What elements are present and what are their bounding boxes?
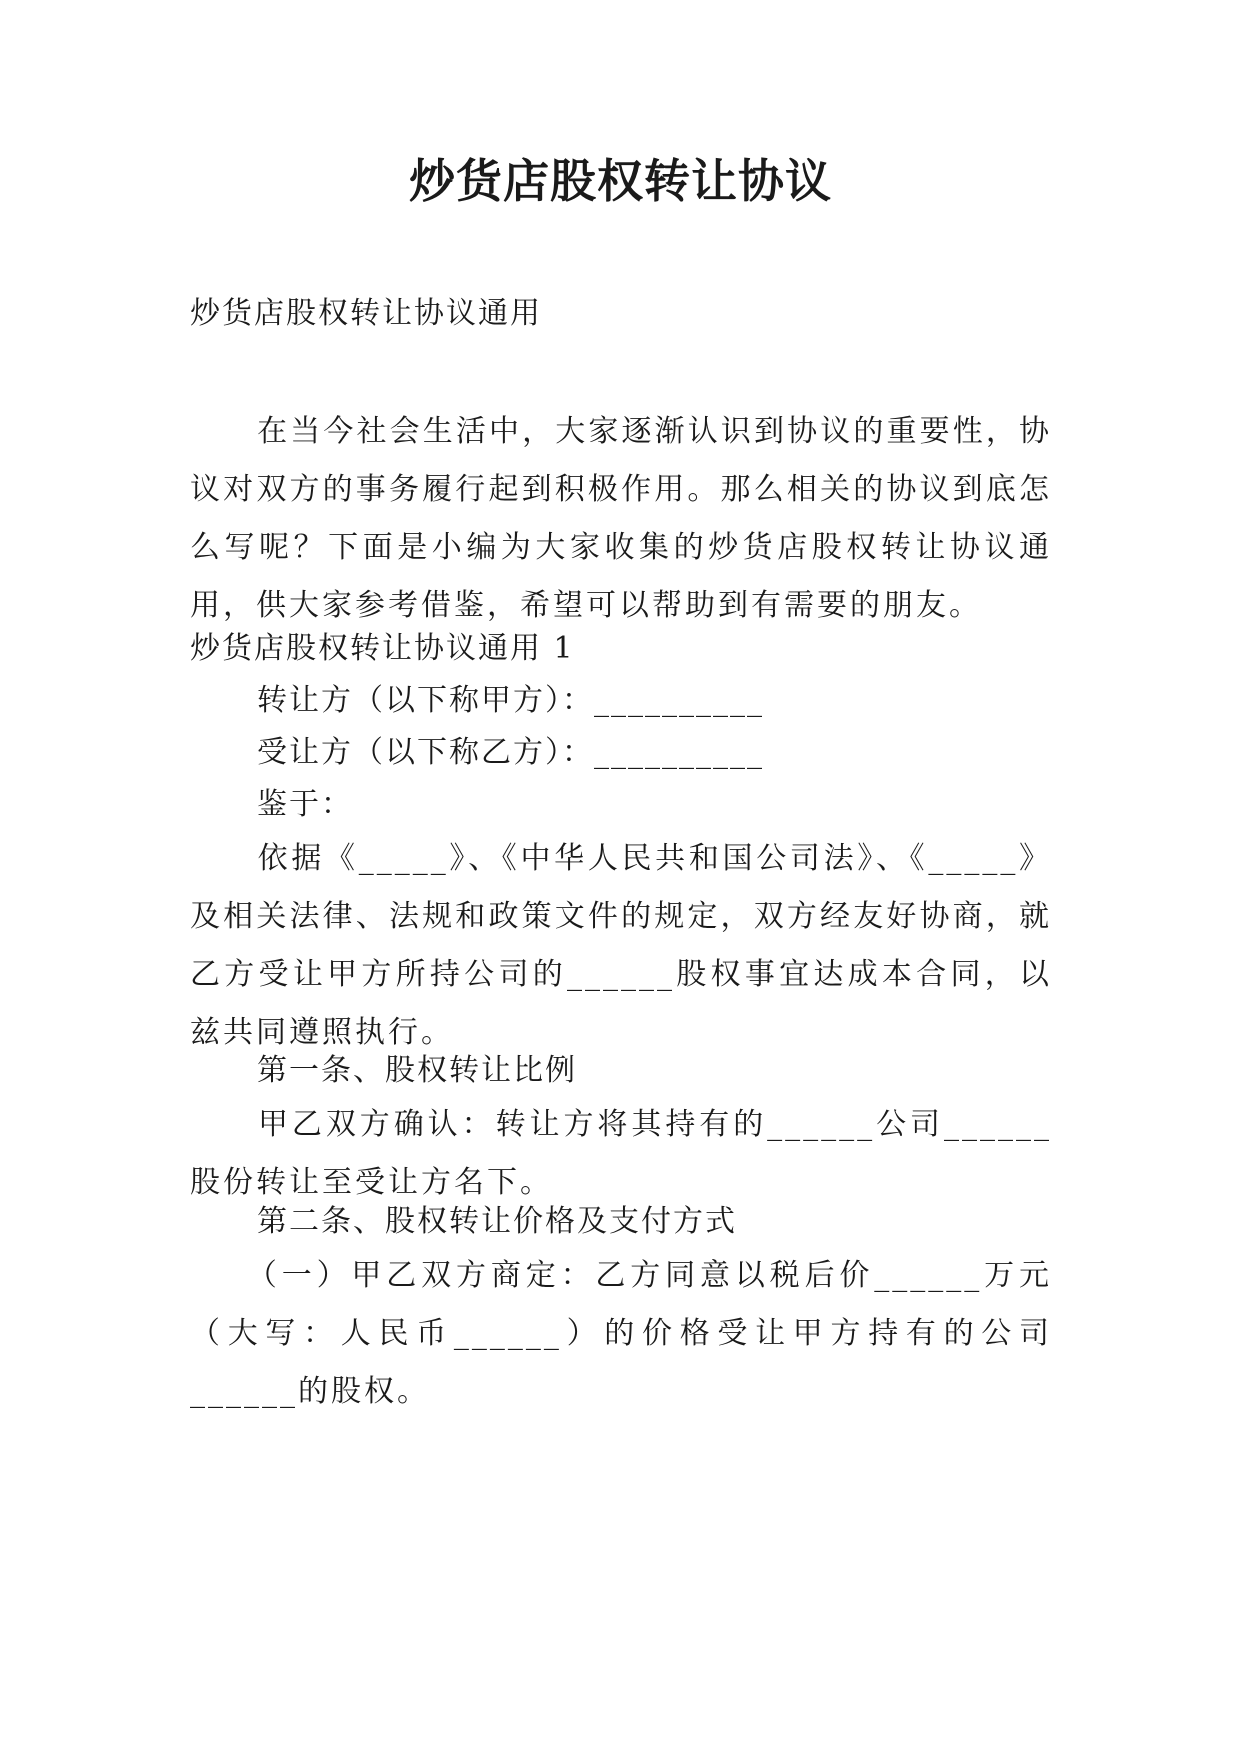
intro-paragraph xyxy=(190,403,1052,635)
basis-text: 依据《_____》、《中华人民共和国公司法》、《_____》及相关法律、法规和政策文件的规定，双方经友好协商，就乙方受让甲方所持公司的______股权事宜达成本合同，以兹共同遵照执行。 xyxy=(190,841,1052,1050)
article2-item1-paragraph xyxy=(190,1247,1052,1421)
article1-paragraph xyxy=(190,1096,1052,1212)
document-subtitle: 炒货店股权转让协议通用 xyxy=(190,296,542,331)
article1-title: 第一条、股权转让比例 xyxy=(257,1053,577,1088)
document-title: 炒货店股权转让协议 xyxy=(409,154,832,208)
transferee-line: 受让方（以下称乙方）：__________ xyxy=(257,735,764,770)
basis-paragraph xyxy=(190,830,1052,1062)
section-heading: 炒货店股权转让协议通用 1 xyxy=(190,631,575,666)
article2-item1-text: （一）甲乙双方商定：乙方同意以税后价______万元（大写：人民币______）的价格受让甲方持有的公司______的股权。 xyxy=(190,1258,1052,1409)
article1-text: 甲乙双方确认：转让方将其持有的______公司______股份转让至受让方名下。 xyxy=(190,1107,1052,1200)
transferor-line: 转让方（以下称甲方）：__________ xyxy=(257,683,764,718)
intro-text: 在当今社会生活中，大家逐渐认识到协议的重要性，协议对双方的事务履行起到积极作用。那么相关的协议到底怎么写呢？下面是小编为大家收集的炒货店股权转让协议通用，供大家参考借鉴，希望可以帮助到有需要的朋友。 xyxy=(190,414,1052,623)
whereas-line: 鉴于： xyxy=(257,787,353,822)
article2-title: 第二条、股权转让价格及支付方式 xyxy=(257,1204,737,1239)
